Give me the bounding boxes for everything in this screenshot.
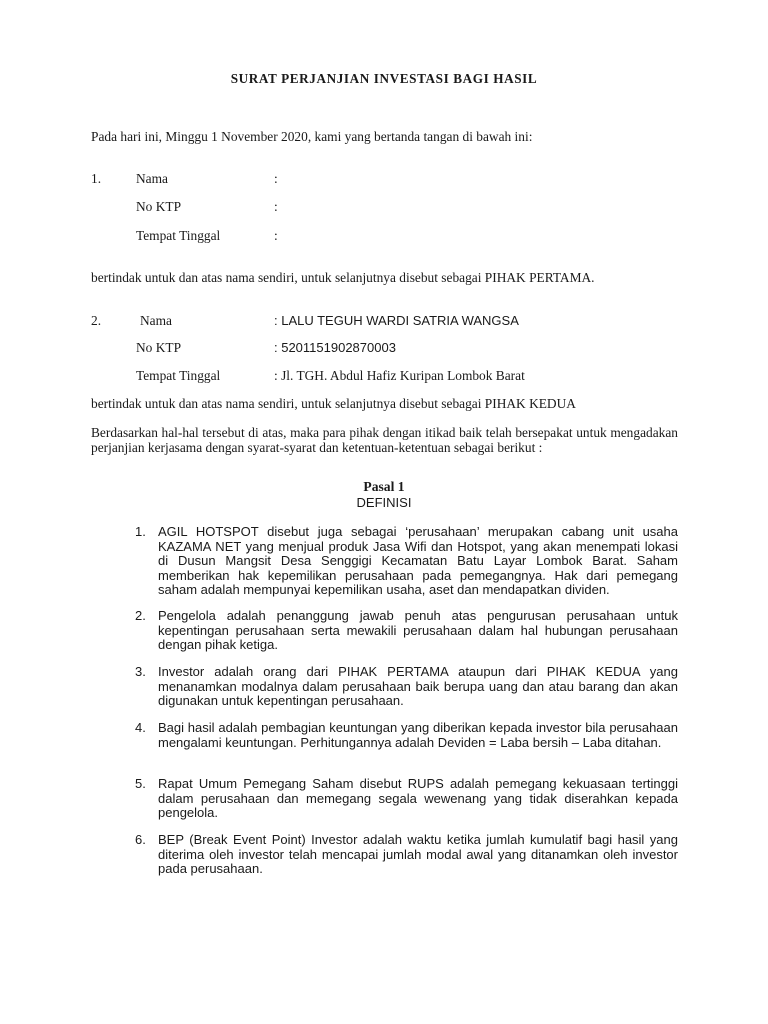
party1-address-value: : <box>274 228 278 243</box>
party2-address-label: Tempat Tinggal <box>136 368 221 383</box>
party1-number: 1. <box>91 171 102 186</box>
party1-ktp-value: : <box>274 199 278 214</box>
definition-text: Rapat Umum Pemegang Saham disebut RUPS adalah pemegang kekuasaan tertinggi dalam perusahaan dan memegang segala wewenang yang tidak diserahkan kepada pengelola. <box>158 776 678 821</box>
pasal-number: Pasal 1 <box>363 479 405 494</box>
pasal-name: DEFINISI <box>356 495 412 510</box>
party2-name-value: : LALU TEGUH WARDI SATRIA WANGSA <box>274 313 519 328</box>
party1-address-row <box>91 229 691 245</box>
party2-statement: bertindak untuk dan atas nama sendiri, untuk selanjutnya disebut sebagai PIHAK KEDUA <box>91 396 576 411</box>
definition-number: 1. <box>135 524 146 539</box>
definition-number: 6. <box>135 832 146 847</box>
definition-text: AGIL HOTSPOT disebut juga sebagai ‘perusahaan’ merupakan cabang unit usaha KAZAMA NET yang menjual produk Jasa Wifi dan Hotspot, yang akan menempati lokasi di Dusun Mangsit Desa Senggigi Kecamatan Batu Layar Lombok Barat. Saham memberikan hak kepemilikan perusahaan pada pemegangnya. Hak dari pemegang saham adalah mempunyai kepemilikan usaha, aset dan mendapatkan dividen. <box>158 524 678 598</box>
definition-number: 3. <box>135 664 146 679</box>
party1-name-row <box>91 172 691 188</box>
party2-ktp-label: No KTP <box>136 340 182 355</box>
definition-number: 2. <box>135 608 146 623</box>
party2-address-value: : Jl. TGH. Abdul Hafiz Kuripan Lombok Barat <box>274 368 525 383</box>
definition-text: Bagi hasil adalah pembagian keuntungan yang diberikan kepada investor bila perusahaan mengalami keuntungan. Perhitungannya adalah Deviden = Laba bersih – Laba ditahan. <box>158 720 678 750</box>
party2-name-row <box>91 314 691 330</box>
party1-address-label: Tempat Tinggal <box>136 228 221 243</box>
agreement-paragraph: Berdasarkan hal-hal tersebut di atas, maka para pihak dengan itikad baik telah bersepakat untuk mengadakan perjanjian kerjasama dengan syarat-syarat dan ketentuan-ketentuan sebagai berikut : <box>91 425 678 455</box>
document-title: SURAT PERJANJIAN INVESTASI BAGI HASIL <box>230 71 538 86</box>
definition-text: Pengelola adalah penanggung jawab penuh atas pengurusan perusahaan untuk kepentingan perusahaan serta mewakili perusahaan dalam hal hubungan perusahaan dengan pihak ketiga. <box>158 608 678 653</box>
party1-ktp-row <box>91 200 691 216</box>
party2-number: 2. <box>91 313 102 328</box>
party1-statement: bertindak untuk dan atas nama sendiri, untuk selanjutnya disebut sebagai PIHAK PERTAMA. <box>91 270 595 285</box>
party1-name-label: Nama <box>136 171 168 186</box>
party1-name-value: : <box>274 171 278 186</box>
party2-address-row <box>91 369 691 385</box>
party2-name-label: Nama <box>140 313 172 328</box>
party1-ktp-label: No KTP <box>136 199 182 214</box>
definition-number: 5. <box>135 776 146 791</box>
definition-number: 4. <box>135 720 146 735</box>
definition-text: Investor adalah orang dari PIHAK PERTAMA ataupun dari PIHAK KEDUA yang menanamkan modalnya dalam perusahaan baik berupa uang dan atau barang dan akan digunakan untuk kepentingan perusahaan. <box>158 664 678 709</box>
definition-text: BEP (Break Event Point) Investor adalah waktu ketika jumlah kumulatif bagi hasil yang diterima oleh investor telah mencapai jumlah modal awal yang ditanamkan oleh investor pada perusahaan. <box>158 832 678 877</box>
party2-ktp-row <box>91 341 691 357</box>
party2-ktp-value: : 5201151902870003 <box>274 340 396 355</box>
intro-paragraph: Pada hari ini, Minggu 1 November 2020, kami yang bertanda tangan di bawah ini: <box>91 129 533 144</box>
